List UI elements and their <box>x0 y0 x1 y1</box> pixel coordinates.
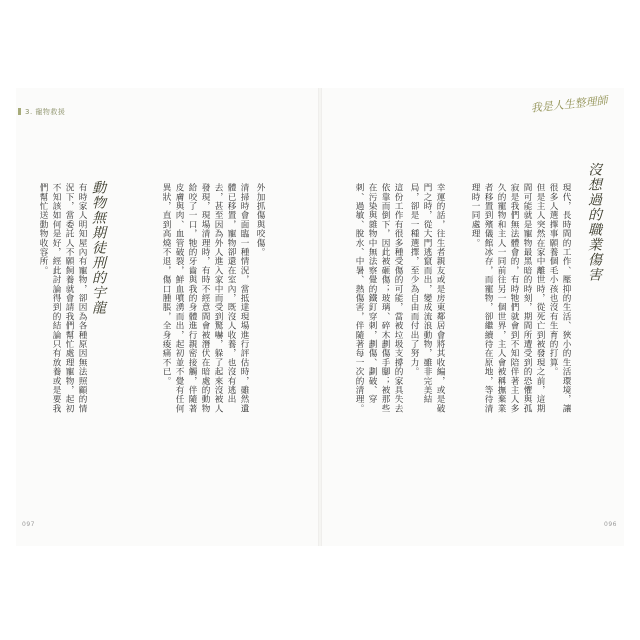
left-paragraph-1: 外加抓傷與咬傷。 <box>255 183 265 257</box>
left-paragraph-3: 有時家人明知屋內有寵物，卻因為各種原因無法照顧的情況下，當委託人不願飼養就會請我們幫忙處理寵物，起初不知該如何是好，經此討論得到的結論只有放養或是要我們幫忙送動物收容所。 <box>38 183 87 413</box>
chapter-tab <box>18 107 65 117</box>
right-paragraph-1: 現代，長時間的工作、壓抑的生活、狹小的生活環境，讓很多人選擇事願養個毛小孩也沒有生育的打算。 <box>548 183 571 413</box>
left-paragraph-2: 清掃時會面臨一種情況，當抵達現場進行評估時，雖然遺體已移置，寵物卻還在室內，既沒人收養，也沒有逃出去，甚至因為外人進入家中而受到驚嚇，躲了起來沒被人發現，現場清理時，有時不經意間會被潛伏在暗處的動物給咬了一口，牠的牙齒與我的身體進行親密接觸，伴隨著皮膚與肉、血管破裂，鮮血噴湧而出，起初並不覺有任何異狀，直到高燒不退，傷口腫脹，全身痠痛不已。 <box>161 183 249 413</box>
book-gutter <box>318 88 322 546</box>
left-page-heading: 動物無期徒刑的宇龍 <box>90 180 106 315</box>
page-number-left: 097 <box>22 521 35 528</box>
chapter-marker <box>18 108 21 115</box>
page-number-right: 096 <box>604 521 617 528</box>
right-paragraph-4: 這份工作有很多種受傷的可能，當被垃圾支撐的家具失去依靠而倒下，因此被砸傷；玻璃、碎木劃傷手腳；被那些在污染與雜物中無法察覺的鐵釘穿刺，劃傷、劃破、穿刺、過敏、脫水、中暑、熱傷害，伴隨著每一次的清理。 <box>354 183 403 413</box>
right-paragraph-3: 幸運的話，往生者親友或是房東鄰居會將其收編，或是破門之時，從大門逃竄而出，變成流浪動物，雖非完美結局，卻是一種選擇，至少為自由而付出了努力。 <box>409 183 445 413</box>
chapter-tab-label: 3. 寵物救援 <box>25 108 66 116</box>
right-page-heading: 沒想過的職業傷害 <box>586 162 602 282</box>
right-paragraph-2: 但是主人突然在家中離世時，從死亡到被發現之前，這期間可能就是寵物最黑暗的時刻，期間所遭受到的恐懼與孤寂是我們無法體會的，有時牠們就會到不知陪伴著主人多久的寵物和主人一同前往另一個世界，主人會被稱撫棄業者移置到殯儀館冰存，而寵物，卻繼續待在原地，等待清理時一同處理。 <box>470 183 545 413</box>
decorative-title: 我是人生整理師 <box>530 93 609 115</box>
